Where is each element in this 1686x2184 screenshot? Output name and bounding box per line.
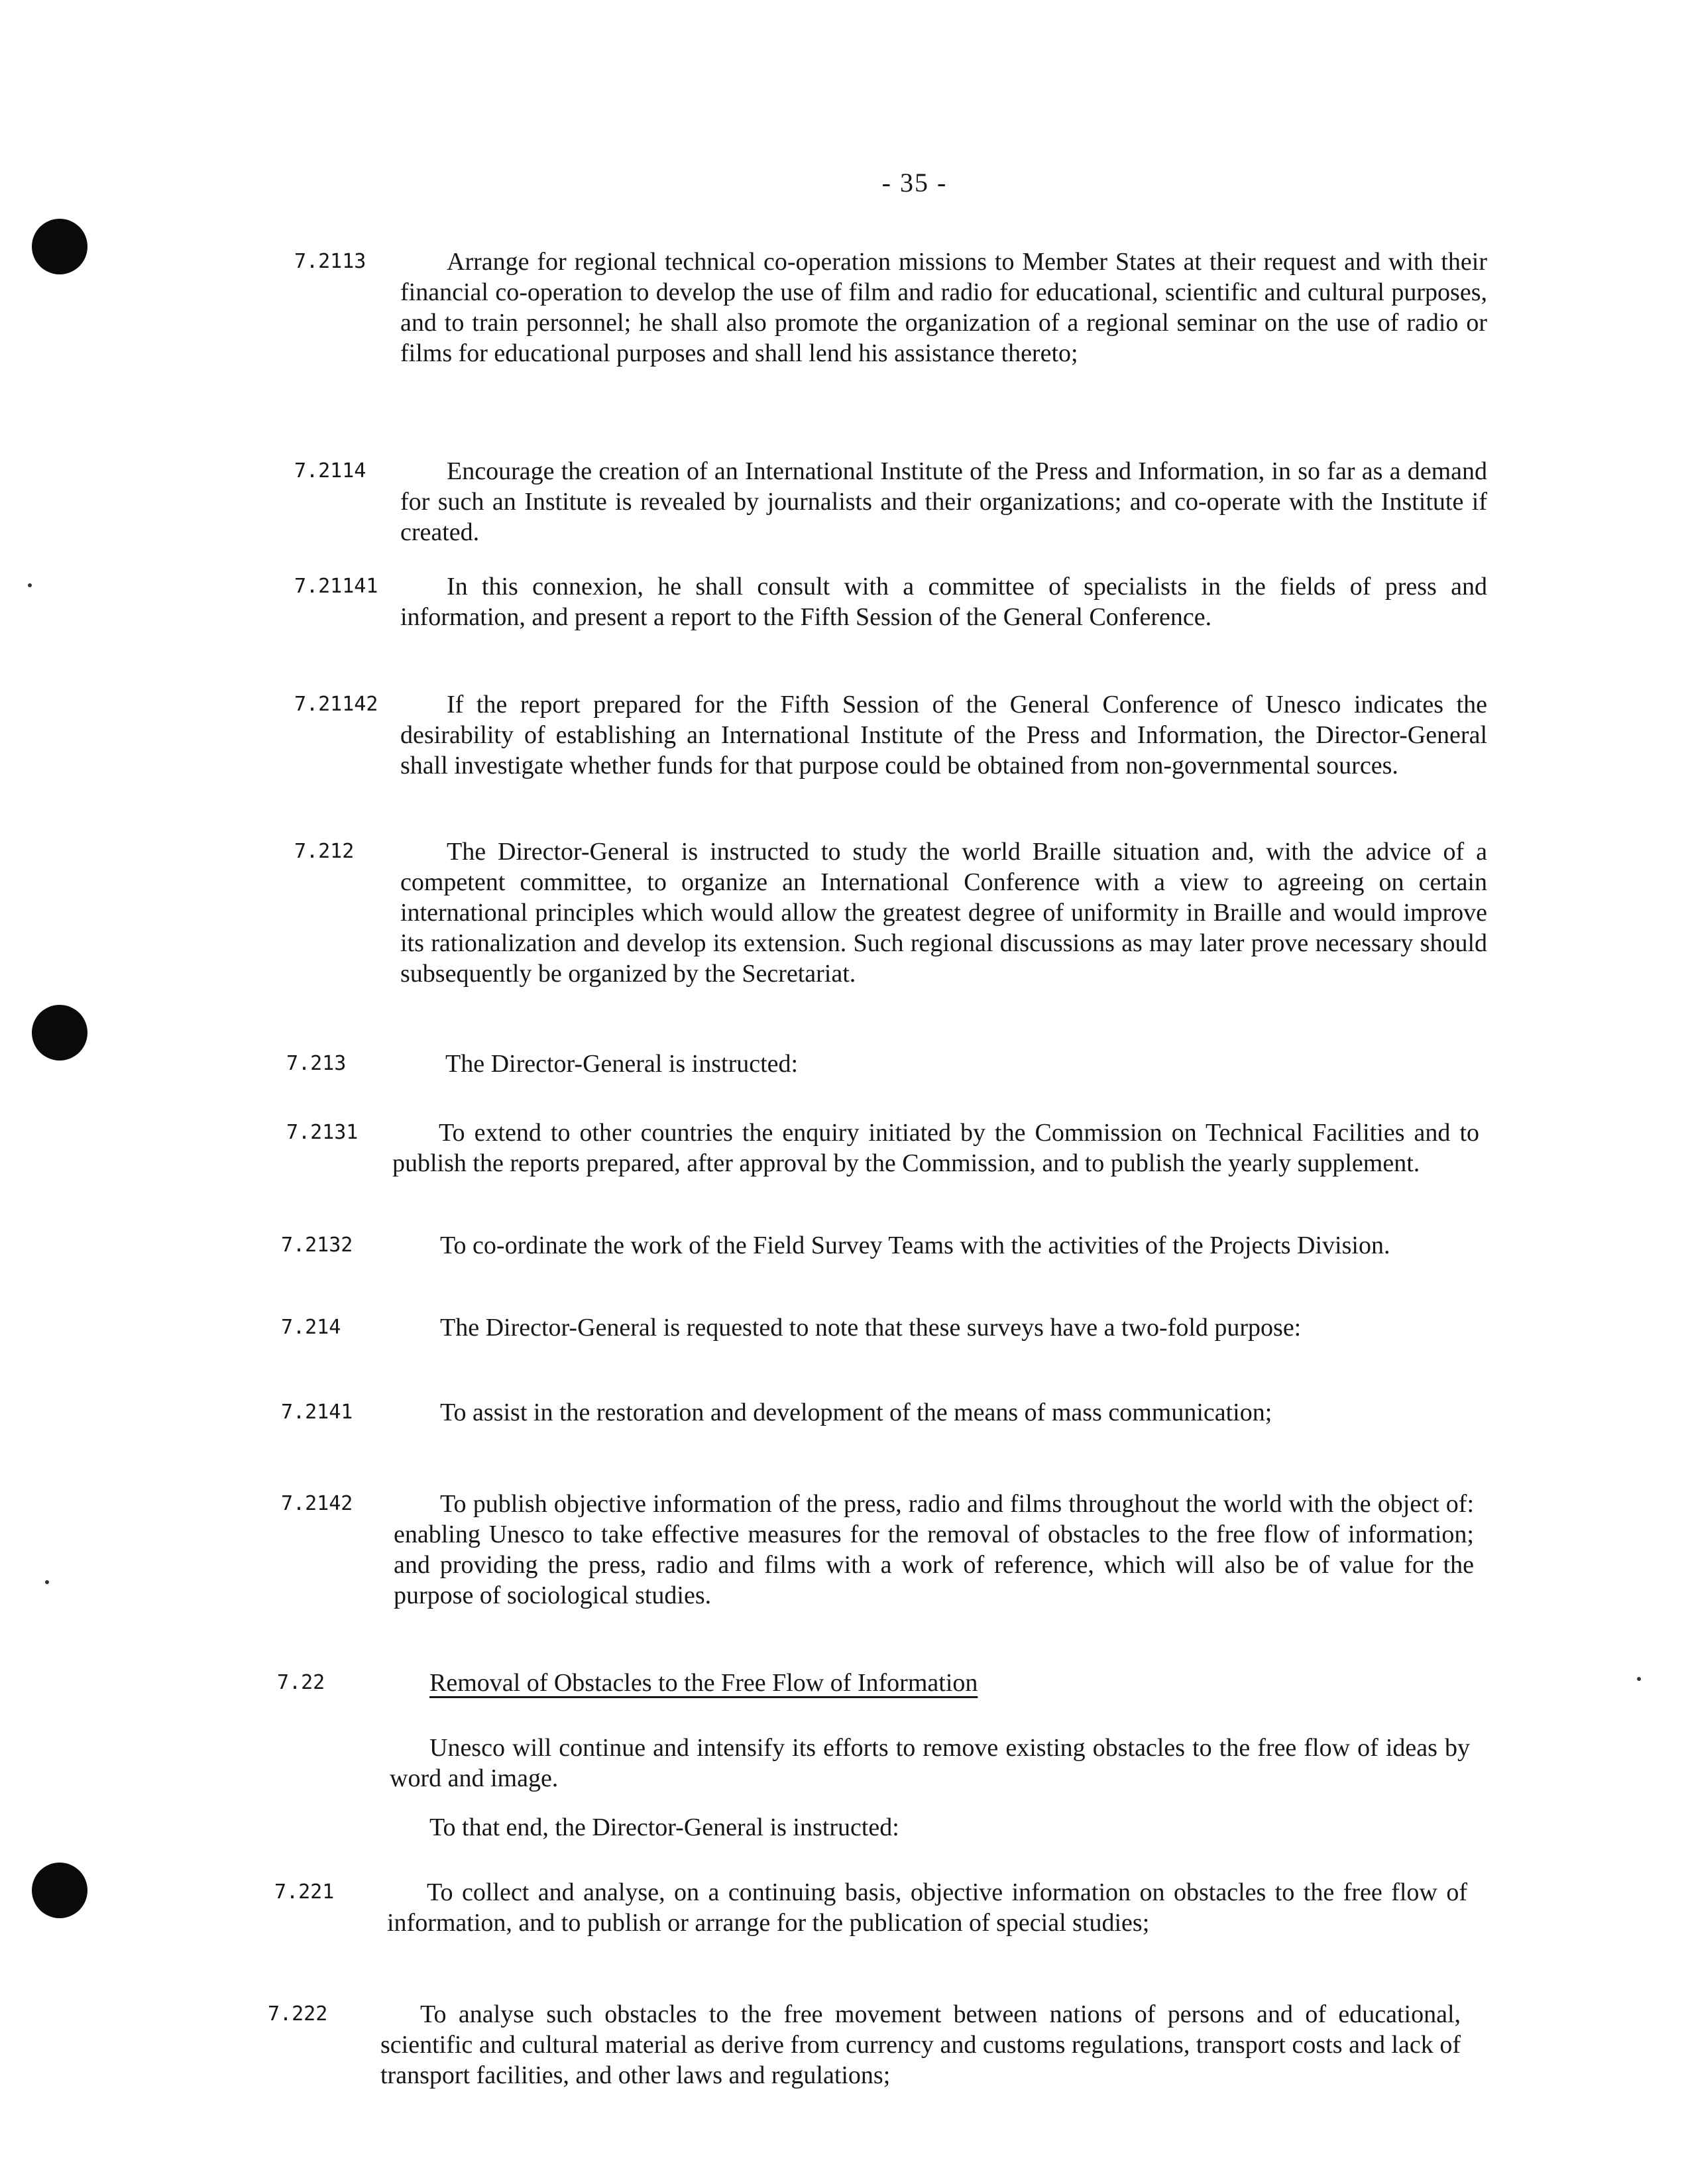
clause-text: Arrange for regional technical co-operation missions to Member States at their request and with their financial co-operation to develop the use of film and radio for educational, scientific and cultural purposes, and to train personnel; he shall also promote the organization of a regional seminar on the use of radio or films for educational purposes and shall lend his assistance thereto; xyxy=(400,248,1487,367)
paragraph-text: To that end, the Director-General is instructed: xyxy=(429,1813,899,1841)
section-7-22 xyxy=(277,1668,1470,1701)
page-number: - 35 - xyxy=(881,168,948,198)
clause-7-2131 xyxy=(286,1118,1479,1210)
clause-text: The Director-General is instructed: xyxy=(445,1050,799,1078)
clause-7-21142 xyxy=(294,689,1487,815)
clause-7-214 xyxy=(281,1312,1474,1375)
clause-text: In this connexion, he shall consult with a committee of specialists in the fields of press and information, and present a report to the Fifth Session of the General Conference. xyxy=(400,573,1487,631)
clause-number: 7.222 xyxy=(268,2002,328,2026)
section-number: 7.22 xyxy=(277,1671,325,1694)
clause-7-21141 xyxy=(294,571,1487,664)
punch-hole-top xyxy=(32,219,87,274)
clause-7-222 xyxy=(268,1999,1461,2125)
clause-text: To analyse such obstacles to the free movement between nations of persons and of educational, scientific and cultural material as derive from currency and customs regulations, transport costs and lack of transport facilities, and other laws and regulations; xyxy=(380,2000,1461,2089)
clause-text: To collect and analyse, on a continuing basis, objective information on obstacles to the free flow of information, and to publish or arrange for the publication of special studies; xyxy=(387,1878,1467,1937)
clause-7-2142 xyxy=(281,1489,1474,1644)
paragraph-text: Unesco will continue and intensify its efforts to remove existing obstacles to the free flow of ideas by word and image. xyxy=(390,1734,1470,1792)
clause-7-2132 xyxy=(281,1230,1474,1293)
clause-number: 7.221 xyxy=(274,1880,335,1904)
clause-number: 7.2114 xyxy=(294,459,366,483)
clause-number: 7.21142 xyxy=(294,693,378,716)
section-heading: Removal of Obstacles to the Free Flow of Information xyxy=(429,1669,978,1697)
scan-speck xyxy=(1637,1677,1641,1681)
clause-text: To co-ordinate the work of the Field Survey Teams with the activities of the Projects Division. xyxy=(440,1232,1390,1259)
clause-text: The Director-General is instructed to study the world Braille situation and, with the advice of a competent committee, to organize an International Conference with a view to agreeing on certain international principles which would allow the greatest degree of uniformity in Braille and would improve its rationalization and develop its extension. Such regional discussions as may later prove necessary should subsequently be organized by the Secretariat. xyxy=(400,838,1487,988)
clause-text: If the report prepared for the Fifth Session of the General Conference of Unesco indicates the desirability of establishing an International Institute of the Press and Information, the Director-General shall investigate whether funds for that purpose could be obtained from non-governmental sources. xyxy=(400,691,1487,779)
scan-speck xyxy=(45,1580,49,1584)
scan-speck xyxy=(28,583,32,587)
clause-7-2114 xyxy=(294,456,1487,549)
punch-hole-middle xyxy=(32,1005,87,1061)
punch-hole-bottom xyxy=(32,1863,87,1918)
clause-number: 7.2131 xyxy=(286,1121,359,1144)
clause-number: 7.214 xyxy=(281,1316,341,1339)
clause-text: Encourage the creation of an International Institute of the Press and Information, in so far as a demand for such an Institute is revealed by journalists and their organizations; and co-operate with the Institute if created. xyxy=(400,457,1487,546)
clause-text: To publish objective information of the press, radio and films throughout the world with the object of: enabling Unesco to take effective measures for the removal of obstacles to the free flow of information; and providing the press, radio and films with a work of reference, which will also be of value for the purpose of sociological studies. xyxy=(394,1490,1474,1609)
clause-number: 7.213 xyxy=(286,1052,347,1075)
clause-7-2113 xyxy=(294,247,1487,432)
clause-7-212 xyxy=(294,836,1487,1025)
clause-number: 7.2141 xyxy=(281,1401,353,1424)
clause-text: To extend to other countries the enquiry initiated by the Commission on Technical Facilities and to publish the reports prepared, after approval by the Commission, and to publish the yearly supplement. xyxy=(392,1119,1479,1177)
clause-text: To assist in the restoration and development of the means of mass communication; xyxy=(440,1399,1272,1426)
paragraph-instructed xyxy=(277,1812,1470,1845)
clause-number: 7.2132 xyxy=(281,1234,353,1257)
clause-7-2141 xyxy=(281,1397,1474,1460)
clause-number: 7.212 xyxy=(294,840,355,863)
paragraph-efforts xyxy=(277,1733,1470,1796)
clause-number: 7.2142 xyxy=(281,1492,353,1515)
clause-7-213 xyxy=(286,1049,1479,1082)
clause-number: 7.2113 xyxy=(294,250,366,273)
clause-7-221 xyxy=(274,1877,1467,1970)
clause-number: 7.21141 xyxy=(294,575,378,598)
clause-text: The Director-General is requested to note that these surveys have a two-fold purpose: xyxy=(440,1314,1302,1342)
